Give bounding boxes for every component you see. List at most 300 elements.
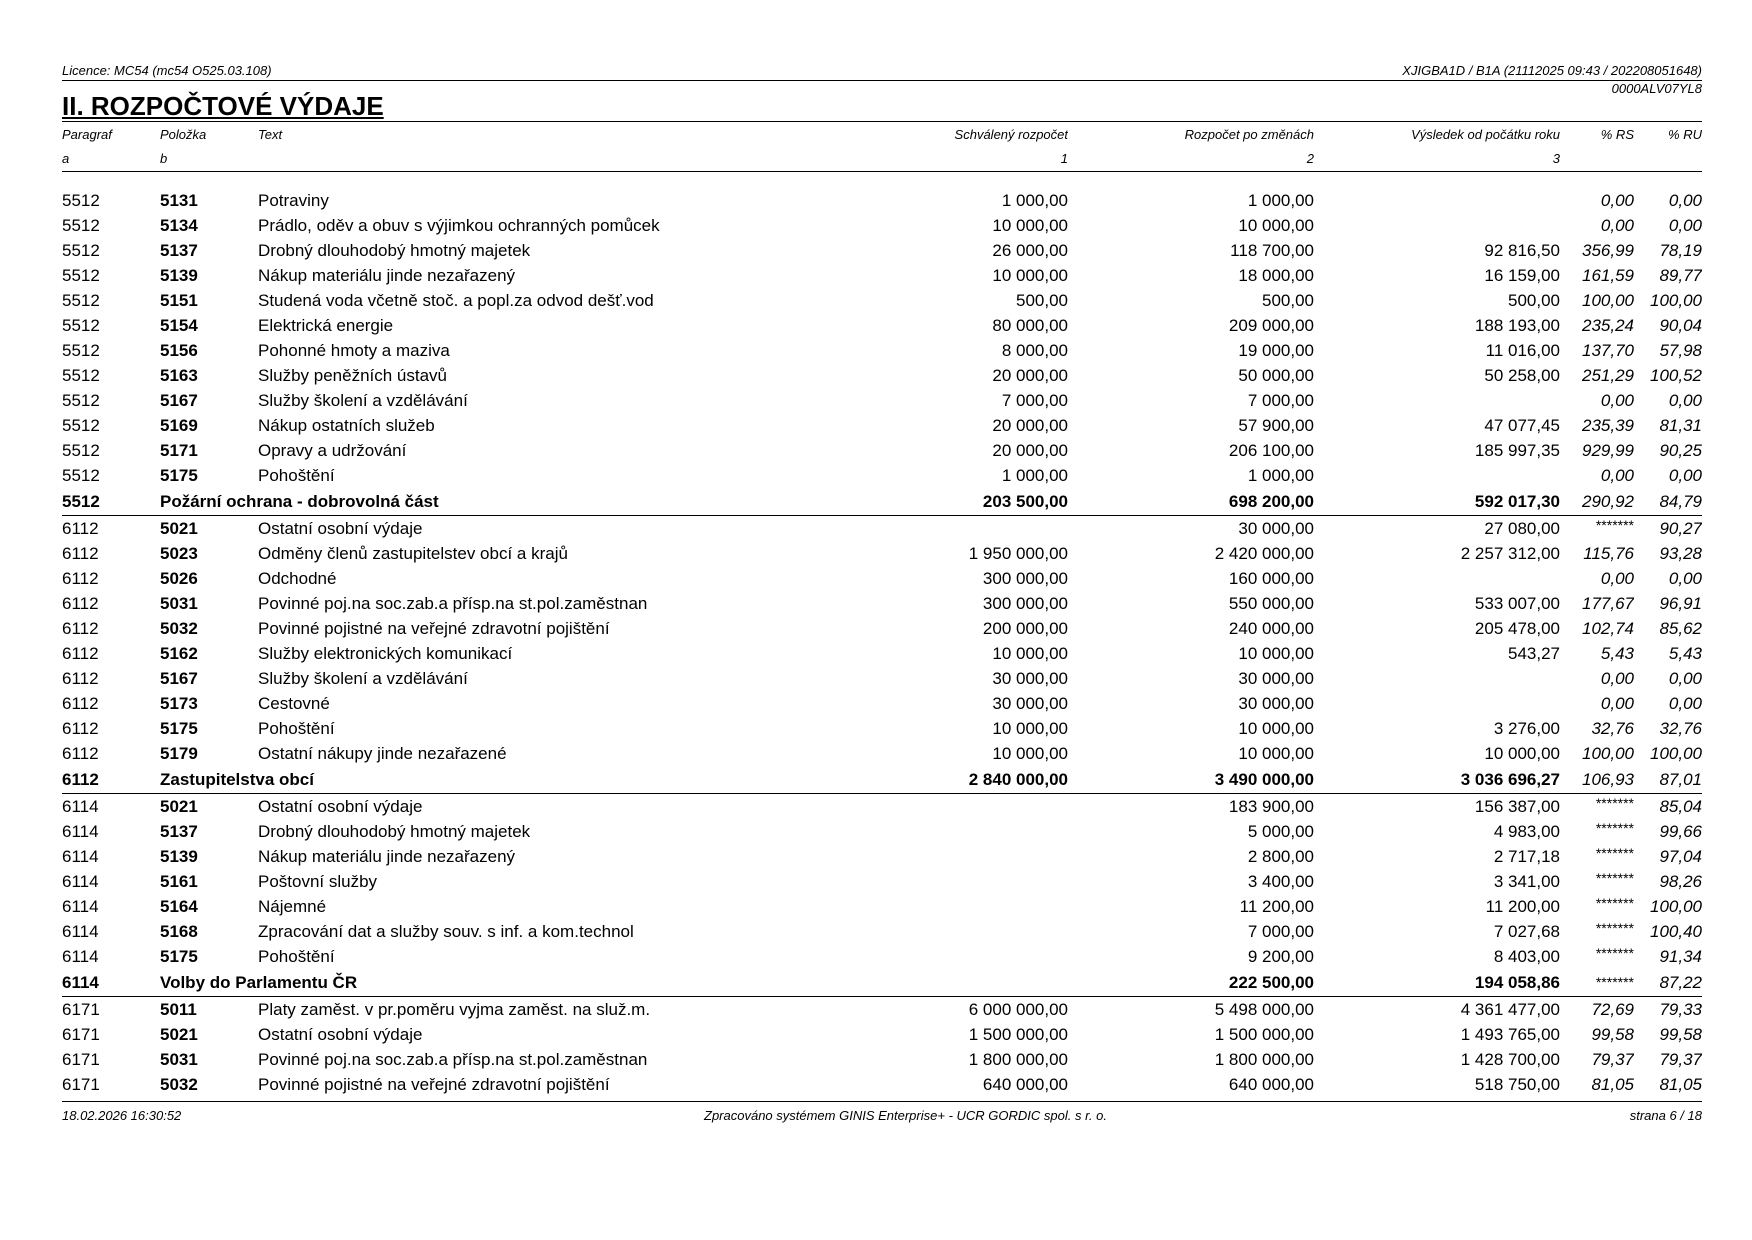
table-body [62, 172, 1702, 1098]
table-row [62, 919, 1702, 944]
ru-cell: 96,91 [1659, 594, 1702, 613]
po-zmenach-cell: 240 000,00 [1228, 619, 1314, 638]
po-zmenach-cell: 183 900,00 [1228, 797, 1314, 816]
polozka-cell: 5164 [160, 897, 198, 916]
vysledek-cell [1314, 388, 1560, 413]
vysledek-cell: 3 341,00 [1493, 872, 1560, 891]
table-row [62, 1047, 1702, 1072]
schvaleny-cell: 203 500,00 [788, 488, 1068, 516]
vysledek-cell [1314, 566, 1560, 591]
ru-cell: 100,00 [1650, 897, 1702, 916]
paragraf-cell: 6171 [62, 1050, 100, 1069]
schvaleny-cell [788, 969, 1068, 997]
col-po-zmenach: Rozpočet po změnách [1068, 122, 1314, 148]
rs-cell: 0,00 [1600, 466, 1634, 485]
table-row [62, 263, 1702, 288]
polozka-cell: 5011 [160, 1000, 197, 1019]
rs-cell: 72,69 [1591, 1000, 1634, 1019]
rs-cell: 0,00 [1600, 216, 1634, 235]
table-row [62, 238, 1702, 263]
paragraf-cell: 5512 [62, 488, 160, 516]
schvaleny-cell [788, 819, 1068, 844]
text-cell: Pohoštění [258, 947, 335, 966]
table-row [62, 1022, 1702, 1047]
schvaleny-cell: 1 000,00 [1001, 466, 1068, 485]
po-zmenach-cell: 206 100,00 [1228, 441, 1314, 460]
table-row [62, 716, 1702, 741]
po-zmenach-cell: 30 000,00 [1238, 669, 1314, 688]
ru-cell: 79,37 [1659, 1050, 1702, 1069]
vysledek-cell: 592 017,30 [1314, 488, 1560, 516]
summary-text-cell: Požární ochrana - dobrovolná část [160, 488, 788, 516]
schvaleny-cell: 6 000 000,00 [968, 1000, 1068, 1019]
column-header-row [62, 122, 1702, 148]
polozka-cell: 5173 [160, 694, 198, 713]
po-zmenach-cell: 7 000,00 [1247, 391, 1314, 410]
ru-cell: 97,04 [1659, 847, 1702, 866]
rs-cell: 100,00 [1582, 744, 1634, 763]
col-polozka: Položka [160, 122, 258, 148]
text-cell: Služby elektronických komunikací [258, 644, 513, 663]
paragraf-cell: 5512 [62, 316, 100, 335]
col-index-b: b [160, 147, 258, 172]
report-header [62, 62, 1702, 80]
ru-cell: 100,00 [1650, 291, 1702, 310]
table-row [62, 566, 1702, 591]
po-zmenach-cell: 550 000,00 [1228, 594, 1314, 613]
schvaleny-cell [788, 869, 1068, 894]
rs-cell: 137,70 [1582, 341, 1634, 360]
text-cell: Platy zaměst. v pr.poměru vyjma zaměst. na služ.m. [258, 1000, 651, 1019]
table-row [62, 541, 1702, 566]
schvaleny-cell: 20 000,00 [992, 416, 1068, 435]
vysledek-cell: 16 159,00 [1484, 266, 1560, 285]
paragraf-cell: 5512 [62, 266, 100, 285]
rs-cell: 5,43 [1600, 644, 1634, 663]
schvaleny-cell: 300 000,00 [982, 594, 1068, 613]
footer-system: Zpracováno systémem GINIS Enterprise+ - UCR GORDIC spol. s r. o. [704, 1108, 1107, 1123]
schvaleny-cell: 500,00 [1016, 291, 1068, 310]
polozka-cell: 5139 [160, 266, 198, 285]
rs-cell: 356,99 [1582, 241, 1634, 260]
table-row [62, 1072, 1702, 1097]
table-row [62, 591, 1702, 616]
text-cell: Povinné poj.na soc.zab.a přísp.na st.pol.zaměstnan [258, 594, 648, 613]
text-cell: Prádlo, oděv a obuv s výjimkou ochranných pomůcek [258, 216, 660, 235]
paragraf-cell: 6114 [62, 822, 99, 841]
table-row [62, 616, 1702, 641]
report-sub-id: 0000ALV07YL8 [1611, 81, 1702, 96]
table-row [62, 516, 1702, 542]
schvaleny-cell [788, 944, 1068, 969]
paragraf-cell: 5512 [62, 341, 100, 360]
vysledek-cell: 533 007,00 [1474, 594, 1560, 613]
rs-cell: 99,58 [1591, 1025, 1634, 1044]
polozka-cell: 5167 [160, 391, 198, 410]
text-cell: Cestovné [258, 694, 330, 713]
schvaleny-cell [788, 844, 1068, 869]
vysledek-cell: 7 027,68 [1493, 922, 1560, 941]
ru-cell: 0,00 [1668, 216, 1702, 235]
schvaleny-cell: 20 000,00 [992, 366, 1068, 385]
ru-cell: 99,58 [1659, 1025, 1702, 1044]
ru-cell: 100,40 [1650, 922, 1702, 941]
ru-cell: 90,27 [1659, 519, 1702, 538]
schvaleny-cell: 1 000,00 [1001, 191, 1068, 210]
rs-cell: 0,00 [1600, 694, 1634, 713]
polozka-cell: 5168 [160, 922, 198, 941]
col-index-1: 1 [788, 147, 1068, 172]
text-cell: Elektrická energie [258, 316, 394, 335]
polozka-cell: 5134 [160, 216, 198, 235]
page-title: II. ROZPOČTOVÉ VÝDAJE [62, 91, 384, 121]
text-cell: Služby peněžních ústavů [258, 366, 448, 385]
table-row [62, 363, 1702, 388]
text-cell: Pohoštění [258, 719, 335, 738]
col-index-2: 2 [1068, 147, 1314, 172]
rs-cell: ******* [1595, 895, 1634, 911]
text-cell: Nákup ostatních služeb [258, 416, 435, 435]
polozka-cell: 5175 [160, 466, 198, 485]
vysledek-cell: 10 000,00 [1484, 744, 1560, 763]
text-cell: Poštovní služby [258, 872, 378, 891]
table-row [62, 641, 1702, 666]
po-zmenach-cell: 640 000,00 [1228, 1075, 1314, 1094]
ru-cell: 0,00 [1668, 669, 1702, 688]
text-cell: Pohoštění [258, 466, 335, 485]
paragraf-cell: 6112 [62, 719, 99, 738]
schvaleny-cell: 30 000,00 [992, 694, 1068, 713]
vysledek-cell: 500,00 [1508, 291, 1560, 310]
schvaleny-cell [788, 794, 1068, 820]
rs-cell: 235,39 [1582, 416, 1634, 435]
text-cell: Služby školení a vzdělávání [258, 391, 468, 410]
report-page [62, 62, 1702, 1123]
col-ru: % RU [1634, 122, 1702, 148]
polozka-cell: 5137 [160, 822, 198, 841]
schvaleny-cell: 2 840 000,00 [788, 766, 1068, 794]
rs-cell: ******* [1595, 845, 1634, 861]
rs-cell: 32,76 [1591, 719, 1634, 738]
paragraf-cell: 6112 [62, 744, 99, 763]
polozka-cell: 5154 [160, 316, 198, 335]
rs-cell: 115,76 [1583, 544, 1634, 563]
text-cell: Ostatní nákupy jinde nezařazené [258, 744, 507, 763]
col-text: Text [258, 122, 788, 148]
paragraf-cell: 6171 [62, 1000, 100, 1019]
schvaleny-cell: 1 950 000,00 [968, 544, 1068, 563]
polozka-cell: 5031 [160, 594, 198, 613]
table-row [62, 666, 1702, 691]
rs-cell: 0,00 [1600, 669, 1634, 688]
schvaleny-cell: 80 000,00 [992, 316, 1068, 335]
table-row [62, 741, 1702, 766]
paragraf-cell: 5512 [62, 441, 100, 460]
polozka-cell: 5026 [160, 569, 198, 588]
schvaleny-cell: 200 000,00 [982, 619, 1068, 638]
report-id: XJIGBA1D / B1A (21112025 09:43 / 202208051648) [1402, 63, 1702, 78]
ru-cell: 81,05 [1659, 1075, 1702, 1094]
rs-cell: ******* [1595, 945, 1634, 961]
ru-cell: 91,34 [1659, 947, 1702, 966]
ru-cell: 84,79 [1634, 488, 1702, 516]
po-zmenach-cell: 1 000,00 [1247, 466, 1314, 485]
paragraf-cell: 6114 [62, 947, 99, 966]
schvaleny-cell: 10 000,00 [992, 644, 1068, 663]
table-row [62, 794, 1702, 820]
polozka-cell: 5167 [160, 669, 198, 688]
paragraf-cell: 6112 [62, 544, 99, 563]
col-schvaleny: Schválený rozpočet [788, 122, 1068, 148]
table-row [62, 894, 1702, 919]
vysledek-cell: 92 816,50 [1484, 241, 1560, 260]
schvaleny-cell: 10 000,00 [992, 744, 1068, 763]
ru-cell: 98,26 [1659, 872, 1702, 891]
po-zmenach-cell: 209 000,00 [1228, 316, 1314, 335]
table-row [62, 944, 1702, 969]
text-cell: Nákup materiálu jinde nezařazený [258, 847, 516, 866]
vysledek-cell [1314, 172, 1560, 214]
po-zmenach-cell: 5 498 000,00 [1214, 1000, 1314, 1019]
paragraf-cell: 6171 [62, 1025, 100, 1044]
vysledek-cell: 205 478,00 [1474, 619, 1560, 638]
ru-cell: 90,25 [1659, 441, 1702, 460]
polozka-cell: 5175 [160, 719, 198, 738]
po-zmenach-cell: 11 200,00 [1239, 897, 1314, 916]
table-row [62, 844, 1702, 869]
summary-row [62, 969, 1702, 997]
table-row [62, 463, 1702, 488]
ru-cell: 85,62 [1659, 619, 1702, 638]
col-rs: % RS [1560, 122, 1634, 148]
polozka-cell: 5023 [160, 544, 198, 563]
polozka-cell: 5163 [160, 366, 198, 385]
rs-cell: 106,93 [1560, 766, 1634, 794]
polozka-cell: 5032 [160, 1075, 198, 1094]
ru-cell: 32,76 [1659, 719, 1702, 738]
schvaleny-cell: 1 500 000,00 [968, 1025, 1068, 1044]
polozka-cell: 5021 [160, 797, 198, 816]
text-cell: Odměny členů zastupitelstev obcí a krajů [258, 544, 568, 563]
po-zmenach-cell: 3 400,00 [1247, 872, 1314, 891]
polozka-cell: 5021 [160, 519, 198, 538]
po-zmenach-cell: 30 000,00 [1238, 694, 1314, 713]
table-row [62, 288, 1702, 313]
ru-cell: 0,00 [1668, 466, 1702, 485]
col-paragraf: Paragraf [62, 122, 160, 148]
col-index-a: a [62, 147, 160, 172]
text-cell: Studená voda včetně stoč. a popl.za odvod dešť.vod [258, 291, 654, 310]
paragraf-cell: 5512 [62, 391, 100, 410]
rs-cell: ******* [1595, 870, 1634, 886]
text-cell: Potraviny [258, 191, 329, 210]
text-cell: Služby školení a vzdělávání [258, 669, 468, 688]
ru-cell: 79,33 [1659, 1000, 1702, 1019]
po-zmenach-cell: 500,00 [1262, 291, 1314, 310]
ru-cell: 87,22 [1634, 969, 1702, 997]
ru-cell: 5,43 [1668, 644, 1702, 663]
po-zmenach-cell: 10 000,00 [1238, 216, 1314, 235]
paragraf-cell: 5512 [62, 241, 100, 260]
vysledek-cell: 2 717,18 [1493, 847, 1560, 866]
text-cell: Opravy a udržování [258, 441, 407, 460]
po-zmenach-cell: 10 000,00 [1238, 744, 1314, 763]
schvaleny-cell [788, 516, 1068, 542]
paragraf-cell: 6112 [62, 619, 99, 638]
text-cell: Ostatní osobní výdaje [258, 1025, 423, 1044]
vysledek-cell: 185 997,35 [1474, 441, 1560, 460]
table-row [62, 997, 1702, 1023]
vysledek-cell: 3 276,00 [1493, 719, 1560, 738]
table-row [62, 819, 1702, 844]
text-cell: Drobný dlouhodobý hmotný majetek [258, 241, 531, 260]
footer-datetime: 18.02.2026 16:30:52 [62, 1108, 182, 1123]
rs-cell: ******* [1595, 920, 1634, 936]
polozka-cell: 5161 [160, 872, 198, 891]
ru-cell: 81,31 [1659, 416, 1702, 435]
rs-cell: 251,29 [1582, 366, 1634, 385]
schvaleny-cell: 300 000,00 [982, 569, 1068, 588]
table-row [62, 172, 1702, 214]
vysledek-cell: 4 983,00 [1493, 822, 1560, 841]
rs-cell: 290,92 [1560, 488, 1634, 516]
table-row [62, 438, 1702, 463]
text-cell: Odchodné [258, 569, 337, 588]
po-zmenach-cell: 1 000,00 [1247, 191, 1314, 210]
ru-cell: 57,98 [1659, 341, 1702, 360]
text-cell: Pohonné hmoty a maziva [258, 341, 450, 360]
po-zmenach-cell: 57 900,00 [1238, 416, 1314, 435]
vysledek-cell: 1 428 700,00 [1460, 1050, 1560, 1069]
schvaleny-cell [788, 919, 1068, 944]
po-zmenach-cell: 50 000,00 [1238, 366, 1314, 385]
ru-cell: 0,00 [1668, 191, 1702, 210]
schvaleny-cell: 10 000,00 [992, 216, 1068, 235]
rs-cell: 81,05 [1591, 1075, 1634, 1094]
po-zmenach-cell: 118 700,00 [1230, 241, 1314, 260]
rs-cell: 235,24 [1582, 316, 1634, 335]
schvaleny-cell: 20 000,00 [992, 441, 1068, 460]
page-footer [62, 1101, 1702, 1123]
ru-cell: 90,04 [1659, 316, 1702, 335]
polozka-cell: 5162 [160, 644, 198, 663]
rs-cell: 0,00 [1600, 391, 1634, 410]
rs-cell: ******* [1560, 969, 1634, 997]
po-zmenach-cell: 3 490 000,00 [1068, 766, 1314, 794]
schvaleny-cell: 26 000,00 [992, 241, 1068, 260]
rs-cell: 102,74 [1582, 619, 1634, 638]
table-row [62, 338, 1702, 363]
paragraf-cell: 6114 [62, 872, 99, 891]
paragraf-cell: 6114 [62, 797, 99, 816]
schvaleny-cell: 10 000,00 [992, 266, 1068, 285]
polozka-cell: 5156 [160, 341, 198, 360]
text-cell: Povinné pojistné na veřejné zdravotní pojištění [258, 1075, 610, 1094]
vysledek-cell: 8 403,00 [1493, 947, 1560, 966]
vysledek-cell: 4 361 477,00 [1460, 1000, 1560, 1019]
paragraf-cell: 6112 [62, 766, 160, 794]
ru-cell: 0,00 [1668, 694, 1702, 713]
vysledek-cell: 3 036 696,27 [1314, 766, 1560, 794]
text-cell: Povinné pojistné na veřejné zdravotní pojištění [258, 619, 610, 638]
vysledek-cell: 11 016,00 [1485, 341, 1560, 360]
text-cell: Nájemné [258, 897, 327, 916]
vysledek-cell: 1 493 765,00 [1460, 1025, 1560, 1044]
polozka-cell: 5131 [160, 191, 198, 210]
vysledek-cell: 543,27 [1508, 644, 1560, 663]
polozka-cell: 5137 [160, 241, 198, 260]
ru-cell: 99,66 [1659, 822, 1702, 841]
rs-cell: 161,59 [1582, 266, 1634, 285]
paragraf-cell: 5512 [62, 416, 100, 435]
rs-cell: 100,00 [1582, 291, 1634, 310]
paragraf-cell: 6112 [62, 519, 99, 538]
table-row [62, 691, 1702, 716]
schvaleny-cell: 7 000,00 [1001, 391, 1068, 410]
polozka-cell: 5175 [160, 947, 198, 966]
po-zmenach-cell: 698 200,00 [1068, 488, 1314, 516]
po-zmenach-cell: 9 200,00 [1247, 947, 1314, 966]
po-zmenach-cell: 5 000,00 [1247, 822, 1314, 841]
summary-text-cell: Volby do Parlamentu ČR [160, 969, 788, 997]
paragraf-cell: 6112 [62, 644, 99, 663]
vysledek-cell: 194 058,86 [1314, 969, 1560, 997]
schvaleny-cell: 640 000,00 [982, 1075, 1068, 1094]
vysledek-cell: 518 750,00 [1474, 1075, 1560, 1094]
ru-cell: 89,77 [1659, 266, 1702, 285]
vysledek-cell: 11 200,00 [1485, 897, 1560, 916]
vysledek-cell: 47 077,45 [1484, 416, 1560, 435]
summary-row [62, 488, 1702, 516]
po-zmenach-cell: 10 000,00 [1238, 719, 1314, 738]
polozka-cell: 5171 [160, 441, 198, 460]
table-row [62, 413, 1702, 438]
paragraf-cell: 6114 [62, 897, 99, 916]
vysledek-cell: 2 257 312,00 [1460, 544, 1560, 563]
po-zmenach-cell: 10 000,00 [1238, 644, 1314, 663]
vysledek-cell [1314, 666, 1560, 691]
text-cell: Povinné poj.na soc.zab.a přísp.na st.pol.zaměstnan [258, 1050, 648, 1069]
vysledek-cell: 156 387,00 [1474, 797, 1560, 816]
polozka-cell: 5031 [160, 1050, 198, 1069]
polozka-cell: 5021 [160, 1025, 198, 1044]
column-index-row [62, 147, 1702, 172]
ru-cell: 78,19 [1659, 241, 1702, 260]
schvaleny-cell: 10 000,00 [992, 719, 1068, 738]
licence-text: Licence: MC54 (mc54 O525.03.108) [62, 63, 272, 78]
schvaleny-cell: 8 000,00 [1001, 341, 1068, 360]
po-zmenach-cell: 7 000,00 [1247, 922, 1314, 941]
po-zmenach-cell: 19 000,00 [1238, 341, 1314, 360]
vysledek-cell: 50 258,00 [1484, 366, 1560, 385]
rs-cell: 79,37 [1591, 1050, 1634, 1069]
ru-cell: 93,28 [1659, 544, 1702, 563]
table-row [62, 213, 1702, 238]
ru-cell: 100,00 [1650, 744, 1702, 763]
paragraf-cell: 6114 [62, 847, 99, 866]
paragraf-cell: 6112 [62, 569, 99, 588]
text-cell: Drobný dlouhodobý hmotný majetek [258, 822, 531, 841]
po-zmenach-cell: 2 800,00 [1247, 847, 1314, 866]
rs-cell: 0,00 [1600, 191, 1634, 210]
paragraf-cell: 6114 [62, 969, 160, 997]
footer-page-number: strana 6 / 18 [1629, 1108, 1702, 1123]
vysledek-cell: 188 193,00 [1474, 316, 1560, 335]
polozka-cell: 5139 [160, 847, 198, 866]
budget-table [62, 121, 1702, 1097]
paragraf-cell: 6112 [62, 669, 99, 688]
text-cell: Ostatní osobní výdaje [258, 797, 423, 816]
